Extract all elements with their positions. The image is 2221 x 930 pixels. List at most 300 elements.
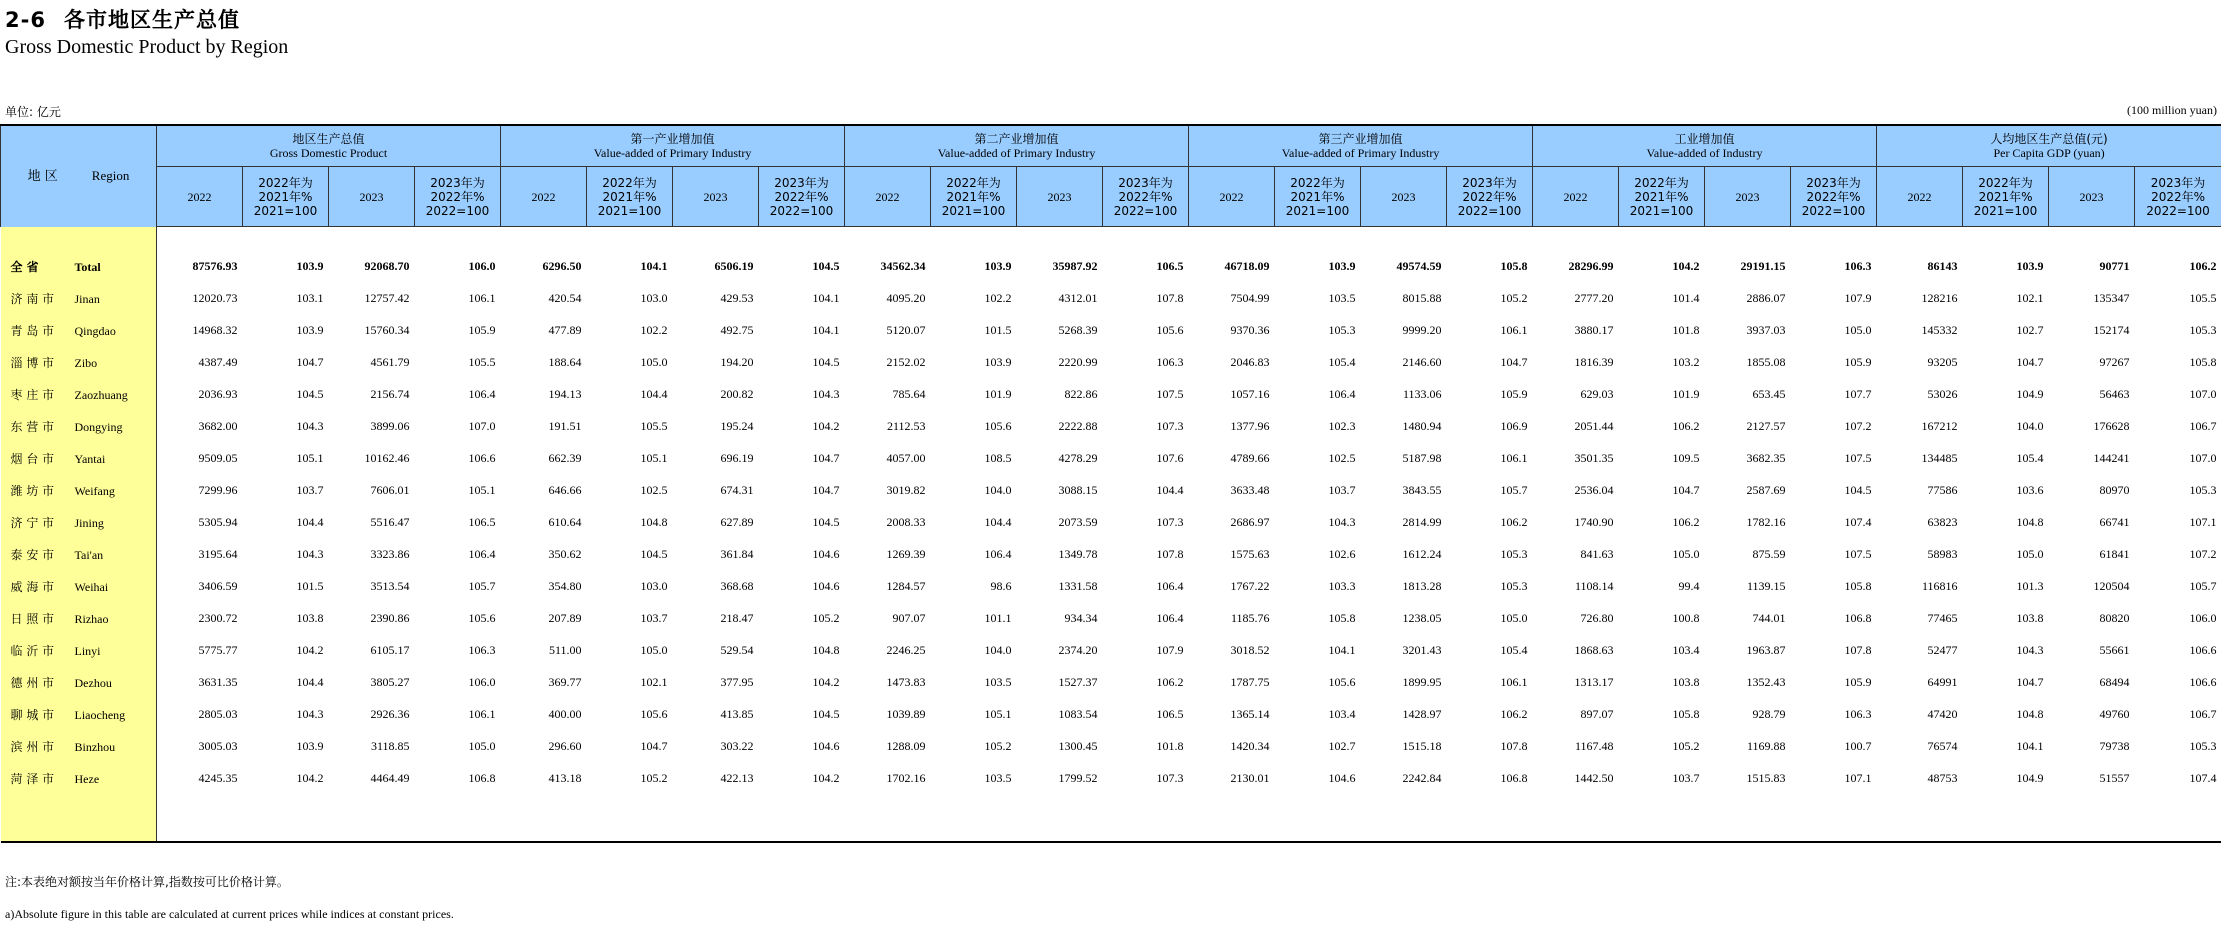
- index-2022-line: 2021年%: [602, 189, 657, 204]
- value-cell: 52477: [1927, 642, 1958, 657]
- empty-cell: [931, 794, 1017, 842]
- value-cell: 105.3: [2189, 322, 2217, 337]
- empty-cell: [415, 227, 501, 251]
- value-cell: 107.8: [1844, 642, 1872, 657]
- value-cell: 104.2: [812, 770, 840, 785]
- table-row: [1, 282, 2221, 314]
- index-2023-line: 2023年为: [1118, 175, 1173, 190]
- value-cell: 3899.06: [370, 418, 410, 433]
- value-cell: 104.7: [296, 354, 324, 369]
- spacer-row: [1, 794, 2221, 842]
- value-cell: 134485: [1921, 450, 1958, 465]
- value-cell: 58983: [1927, 546, 1958, 561]
- group-header: [1533, 125, 1877, 167]
- value-cell: 207.89: [548, 610, 582, 625]
- value-cell: 696.19: [720, 450, 754, 465]
- value-cell: 107.7: [1844, 386, 1872, 401]
- value-cell: 106.6: [2189, 674, 2217, 689]
- region-name-cn: 滨 州 市: [10, 739, 55, 754]
- value-cell: 106.4: [468, 546, 496, 561]
- value-cell: 2220.99: [1058, 354, 1098, 369]
- index-2023-line: 2022年%: [430, 189, 485, 204]
- year-2022-header: 2022: [157, 167, 243, 227]
- value-cell: 105.1: [640, 450, 668, 465]
- region-cell: [1, 282, 157, 314]
- group-header-en: Value-added of Industry: [1646, 146, 1763, 160]
- value-cell: 29191.15: [1740, 258, 1786, 273]
- value-cell: 2814.99: [1402, 514, 1442, 529]
- table-row: [1, 378, 2221, 410]
- value-cell: 77586: [1927, 482, 1958, 497]
- value-cell: 4464.49: [370, 770, 410, 785]
- value-cell: 1787.75: [1230, 674, 1270, 689]
- value-cell: 100.8: [1672, 610, 1700, 625]
- value-cell: 105.3: [1328, 322, 1356, 337]
- value-cell: 104.7: [812, 450, 840, 465]
- value-cell: 1083.54: [1058, 706, 1098, 721]
- value-cell: 103.6: [2016, 482, 2044, 497]
- value-cell: 105.3: [2189, 482, 2217, 497]
- empty-cell: [501, 794, 587, 842]
- unit-label-cn: 单位: 亿元: [5, 105, 61, 119]
- value-cell: 104.7: [1672, 482, 1700, 497]
- gdp-table: [0, 124, 2221, 843]
- region-name-en: Heze: [74, 771, 100, 786]
- value-cell: 627.89: [720, 514, 754, 529]
- region-header-en: Region: [91, 167, 130, 183]
- value-cell: 3018.52: [1230, 642, 1270, 657]
- value-cell: 105.3: [1500, 578, 1528, 593]
- value-cell: 106.1: [468, 290, 496, 305]
- value-cell: 107.5: [1844, 450, 1872, 465]
- value-cell: 103.8: [2016, 610, 2044, 625]
- value-cell: 105.4: [2016, 450, 2044, 465]
- value-cell: 107.2: [1844, 418, 1872, 433]
- value-cell: 102.5: [1328, 450, 1356, 465]
- value-cell: 1238.05: [1402, 610, 1442, 625]
- value-cell: 106.9: [1500, 418, 1528, 433]
- value-cell: 6105.17: [370, 642, 410, 657]
- value-cell: 107.3: [1156, 418, 1184, 433]
- value-cell: 15760.34: [364, 322, 410, 337]
- value-cell: 104.3: [812, 386, 840, 401]
- value-cell: 194.20: [720, 354, 754, 369]
- value-cell: 104.7: [1500, 354, 1528, 369]
- value-cell: 107.4: [1844, 514, 1872, 529]
- region-name-en: Linyi: [74, 643, 101, 658]
- value-cell: 3633.48: [1230, 482, 1270, 497]
- value-cell: 106.1: [1500, 674, 1528, 689]
- region-header-cn: 地 区: [27, 168, 58, 184]
- value-cell: 105.8: [1328, 610, 1356, 625]
- value-cell: 2805.03: [198, 706, 238, 721]
- value-cell: 2127.57: [1746, 418, 1786, 433]
- empty-cell: [1189, 227, 1275, 251]
- value-cell: 47420: [1927, 706, 1958, 721]
- region-name-en: Tai'an: [74, 547, 104, 562]
- value-cell: 105.2: [984, 738, 1012, 753]
- index-2023-line: 2022=100: [1113, 203, 1178, 218]
- empty-cell: [1791, 794, 1877, 842]
- value-cell: 97267: [2099, 354, 2130, 369]
- value-cell: 99.4: [1678, 578, 1700, 593]
- region-cell: [1, 762, 157, 794]
- empty-cell: [759, 794, 845, 842]
- region-name-en: Zaozhuang: [74, 387, 128, 402]
- value-cell: 77465: [1927, 610, 1958, 625]
- table-row: [1, 506, 2221, 538]
- value-cell: 28296.99: [1568, 258, 1614, 273]
- value-cell: 841.63: [1580, 546, 1614, 561]
- value-cell: 511.00: [548, 642, 582, 657]
- value-cell: 4278.29: [1058, 450, 1098, 465]
- region-cell: [1, 410, 157, 442]
- value-cell: 106.2: [1500, 706, 1528, 721]
- value-cell: 107.8: [1500, 738, 1528, 753]
- value-cell: 14968.32: [192, 322, 238, 337]
- value-cell: 66741: [2099, 514, 2130, 529]
- index-2022-line: 2022年为: [258, 175, 313, 190]
- value-cell: 86143: [1927, 258, 1958, 273]
- empty-cell: [1447, 794, 1533, 842]
- index-2023-header: [1791, 167, 1877, 227]
- value-cell: 107.1: [1844, 770, 1872, 785]
- value-cell: 107.9: [1156, 642, 1184, 657]
- value-cell: 106.5: [468, 514, 496, 529]
- value-cell: 12020.73: [192, 290, 238, 305]
- value-cell: 369.77: [548, 674, 582, 689]
- value-cell: 106.1: [1500, 322, 1528, 337]
- value-cell: 928.79: [1752, 706, 1786, 721]
- value-cell: 1133.06: [1402, 386, 1442, 401]
- value-cell: 120504: [2093, 578, 2130, 593]
- value-cell: 103.0: [640, 578, 668, 593]
- value-cell: 101.8: [1156, 738, 1184, 753]
- value-cell: 1108.14: [1574, 578, 1614, 593]
- value-cell: 897.07: [1580, 706, 1614, 721]
- value-cell: 2686.97: [1230, 514, 1270, 529]
- region-name-en: Weihai: [74, 579, 109, 594]
- empty-cell: [1361, 794, 1447, 842]
- value-cell: 103.9: [1328, 258, 1356, 273]
- value-cell: 107.6: [1156, 450, 1184, 465]
- value-cell: 104.9: [2016, 770, 2044, 785]
- index-2022-line: 2021年%: [946, 189, 1001, 204]
- page-title-cn: [5, 4, 240, 34]
- group-header: [1189, 125, 1533, 167]
- value-cell: 105.4: [1500, 642, 1528, 657]
- value-cell: 107.3: [1156, 770, 1184, 785]
- value-cell: 1480.94: [1402, 418, 1442, 433]
- value-cell: 106.8: [1500, 770, 1528, 785]
- value-cell: 103.4: [1672, 642, 1700, 657]
- region-name-en: Yantai: [74, 451, 106, 466]
- value-cell: 3118.85: [370, 738, 410, 753]
- value-cell: 200.82: [720, 386, 754, 401]
- value-cell: 1855.08: [1746, 354, 1786, 369]
- empty-cell: [1619, 794, 1705, 842]
- value-cell: 1039.89: [886, 706, 926, 721]
- empty-cell: [845, 794, 931, 842]
- note-en: a)Absolute figure in this table are calculated at current prices while indices at constant prices.: [5, 907, 454, 921]
- value-cell: 106.2: [1672, 418, 1700, 433]
- region-cell: [1, 666, 157, 698]
- region-name-cn: 德 州 市: [10, 675, 55, 690]
- value-cell: 5268.39: [1058, 322, 1098, 337]
- value-cell: 106.0: [468, 258, 496, 273]
- empty-cell: [415, 794, 501, 842]
- value-cell: 104.5: [296, 386, 324, 401]
- table-row: [1, 538, 2221, 570]
- value-cell: 107.5: [1844, 546, 1872, 561]
- value-cell: 106.1: [468, 706, 496, 721]
- value-cell: 104.3: [296, 546, 324, 561]
- value-cell: 48753: [1927, 770, 1958, 785]
- empty-cell: [1103, 794, 1189, 842]
- value-cell: 610.64: [548, 514, 582, 529]
- value-cell: 167212: [1921, 418, 1958, 433]
- value-cell: 105.5: [2189, 290, 2217, 305]
- index-2023-line: 2022年%: [1462, 189, 1517, 204]
- value-cell: 103.2: [1672, 354, 1700, 369]
- region-cell-empty: [1, 794, 157, 842]
- value-cell: 1963.87: [1746, 642, 1786, 657]
- value-cell: 104.3: [296, 418, 324, 433]
- value-cell: 744.01: [1752, 610, 1786, 625]
- value-cell: 106.4: [984, 546, 1012, 561]
- value-cell: 103.5: [984, 770, 1012, 785]
- value-cell: 104.8: [2016, 706, 2044, 721]
- value-cell: 2073.59: [1058, 514, 1098, 529]
- value-cell: 80820: [2099, 610, 2130, 625]
- value-cell: 2112.53: [886, 418, 926, 433]
- index-2022-line: 2021年%: [258, 189, 313, 204]
- value-cell: 101.3: [2016, 578, 2044, 593]
- value-cell: 101.1: [984, 610, 1012, 625]
- value-cell: 105.1: [296, 450, 324, 465]
- region-name-cn: 泰 安 市: [10, 547, 55, 562]
- group-header: [501, 125, 845, 167]
- value-cell: 1167.48: [1574, 738, 1614, 753]
- value-cell: 106.6: [468, 450, 496, 465]
- value-cell: 102.7: [1328, 738, 1356, 753]
- value-cell: 2300.72: [198, 610, 238, 625]
- value-cell: 104.7: [812, 482, 840, 497]
- value-cell: 102.1: [2016, 290, 2044, 305]
- value-cell: 105.5: [468, 354, 496, 369]
- value-cell: 104.9: [2016, 386, 2044, 401]
- value-cell: 875.59: [1752, 546, 1786, 561]
- table-row: [1, 730, 2221, 762]
- value-cell: 2777.20: [1574, 290, 1614, 305]
- table-row: [1, 570, 2221, 602]
- value-cell: 107.1: [2189, 514, 2217, 529]
- value-cell: 98.6: [990, 578, 1012, 593]
- value-cell: 107.5: [1156, 386, 1184, 401]
- value-cell: 105.9: [468, 322, 496, 337]
- value-cell: 103.7: [1672, 770, 1700, 785]
- value-cell: 103.5: [1328, 290, 1356, 305]
- value-cell: 3843.55: [1402, 482, 1442, 497]
- title-cn-text: 各市地区生产总值: [63, 8, 240, 32]
- value-cell: 105.7: [2189, 578, 2217, 593]
- value-cell: 90771: [2099, 258, 2130, 273]
- index-2022-header: [243, 167, 329, 227]
- value-cell: 296.60: [548, 738, 582, 753]
- region-cell-empty: [1, 227, 157, 251]
- value-cell: 79738: [2099, 738, 2130, 753]
- region-name-en: Rizhao: [74, 611, 109, 626]
- region-name-cn: 全 省: [10, 259, 39, 274]
- value-cell: 101.8: [1672, 322, 1700, 337]
- value-cell: 106.4: [1156, 610, 1184, 625]
- value-cell: 104.0: [2016, 418, 2044, 433]
- table-body: [1, 227, 2221, 843]
- value-cell: 2008.33: [886, 514, 926, 529]
- value-cell: 9370.36: [1230, 322, 1270, 337]
- value-cell: 105.8: [1672, 706, 1700, 721]
- value-cell: 2130.01: [1230, 770, 1270, 785]
- value-cell: 104.4: [1156, 482, 1184, 497]
- index-2023-line: 2023年为: [430, 175, 485, 190]
- value-cell: 104.2: [296, 642, 324, 657]
- value-cell: 104.1: [812, 290, 840, 305]
- empty-cell: [2135, 227, 2221, 251]
- value-cell: 3682.00: [198, 418, 238, 433]
- region-name-en: Dongying: [74, 419, 123, 434]
- value-cell: 2926.36: [370, 706, 410, 721]
- region-cell: [1, 346, 157, 378]
- region-name-cn: 威 海 市: [10, 579, 55, 594]
- region-name-cn: 菏 泽 市: [10, 771, 55, 786]
- empty-cell: [157, 227, 243, 251]
- value-cell: 105.1: [468, 482, 496, 497]
- year-2023-header: 2023: [1705, 167, 1791, 227]
- region-column-header: [1, 125, 157, 227]
- value-cell: 107.2: [2189, 546, 2217, 561]
- index-2022-line: 2022年为: [1978, 175, 2033, 190]
- year-2023-header: 2023: [2049, 167, 2135, 227]
- value-cell: 105.2: [640, 770, 668, 785]
- value-cell: 822.86: [1064, 386, 1098, 401]
- value-cell: 106.5: [1156, 258, 1184, 273]
- region-name-en: Binzhou: [74, 739, 116, 754]
- value-cell: 34562.34: [880, 258, 926, 273]
- value-cell: 105.2: [1500, 290, 1528, 305]
- value-cell: 104.0: [984, 642, 1012, 657]
- value-cell: 106.7: [2189, 706, 2217, 721]
- value-cell: 785.64: [892, 386, 926, 401]
- value-cell: 101.5: [296, 578, 324, 593]
- value-cell: 105.5: [640, 418, 668, 433]
- value-cell: 2036.93: [198, 386, 238, 401]
- value-cell: 1612.24: [1402, 546, 1442, 561]
- region-name-en: Jining: [74, 515, 104, 530]
- value-cell: 105.6: [1328, 674, 1356, 689]
- index-2023-header: [759, 167, 845, 227]
- value-cell: 2587.69: [1746, 482, 1786, 497]
- value-cell: 5305.94: [198, 514, 238, 529]
- region-name-cn: 日 照 市: [10, 611, 55, 626]
- year-2022-header: 2022: [1189, 167, 1275, 227]
- value-cell: 105.2: [1672, 738, 1700, 753]
- region-cell: [1, 442, 157, 474]
- empty-cell: [587, 794, 673, 842]
- value-cell: 105.7: [1500, 482, 1528, 497]
- value-cell: 3201.43: [1402, 642, 1442, 657]
- group-header-cn: 第三产业增加值: [1318, 132, 1403, 146]
- value-cell: 101.9: [984, 386, 1012, 401]
- value-cell: 3682.35: [1746, 450, 1786, 465]
- value-cell: 102.2: [984, 290, 1012, 305]
- value-cell: 104.2: [296, 770, 324, 785]
- value-cell: 105.0: [640, 354, 668, 369]
- value-cell: 3631.35: [198, 674, 238, 689]
- value-cell: 5775.77: [198, 642, 238, 657]
- value-cell: 104.4: [296, 514, 324, 529]
- index-2022-line: 2021=100: [1973, 203, 2038, 218]
- table-row: [1, 410, 2221, 442]
- empty-cell: [673, 227, 759, 251]
- value-cell: 1169.88: [1746, 738, 1786, 753]
- value-cell: 105.6: [640, 706, 668, 721]
- index-2022-header: [1963, 167, 2049, 227]
- value-cell: 1799.52: [1058, 770, 1098, 785]
- value-cell: 104.3: [2016, 642, 2044, 657]
- value-cell: 105.6: [468, 610, 496, 625]
- empty-cell: [1963, 227, 2049, 251]
- group-header-cn: 第一产业增加值: [630, 132, 715, 146]
- value-cell: 1473.83: [886, 674, 926, 689]
- value-cell: 1377.96: [1230, 418, 1270, 433]
- value-cell: 4095.20: [886, 290, 926, 305]
- group-header: [157, 125, 501, 167]
- value-cell: 105.0: [468, 738, 496, 753]
- value-cell: 56463: [2099, 386, 2130, 401]
- value-cell: 106.2: [1156, 674, 1184, 689]
- value-cell: 64991: [1927, 674, 1958, 689]
- value-cell: 934.34: [1064, 610, 1098, 625]
- value-cell: 1740.90: [1574, 514, 1614, 529]
- region-name-cn: 青 岛 市: [10, 323, 55, 338]
- value-cell: 195.24: [720, 418, 754, 433]
- value-cell: 1349.78: [1058, 546, 1098, 561]
- region-cell: [1, 570, 157, 602]
- region-name-cn: 东 营 市: [10, 419, 55, 434]
- value-cell: 429.53: [720, 290, 754, 305]
- value-cell: 103.7: [1328, 482, 1356, 497]
- value-cell: 1300.45: [1058, 738, 1098, 753]
- value-cell: 105.3: [2189, 738, 2217, 753]
- index-2022-line: 2021年%: [1634, 189, 1689, 204]
- value-cell: 103.0: [640, 290, 668, 305]
- value-cell: 4387.49: [198, 354, 238, 369]
- region-name-cn: 聊 城 市: [10, 707, 55, 722]
- index-2023-line: 2022年%: [2151, 189, 2206, 204]
- index-2023-line: 2022=100: [2146, 203, 2210, 218]
- value-cell: 103.9: [296, 258, 324, 273]
- value-cell: 3501.35: [1574, 450, 1614, 465]
- value-cell: 46718.09: [1224, 258, 1270, 273]
- year-2023-header: 2023: [673, 167, 759, 227]
- region-name-en: Liaocheng: [74, 707, 126, 722]
- value-cell: 105.3: [1500, 546, 1528, 561]
- index-2022-header: [587, 167, 673, 227]
- group-header-en: Per Capita GDP (yuan): [1993, 146, 2105, 160]
- region-name-cn: 济 宁 市: [10, 515, 55, 530]
- empty-cell: [1705, 794, 1791, 842]
- table-row: [1, 442, 2221, 474]
